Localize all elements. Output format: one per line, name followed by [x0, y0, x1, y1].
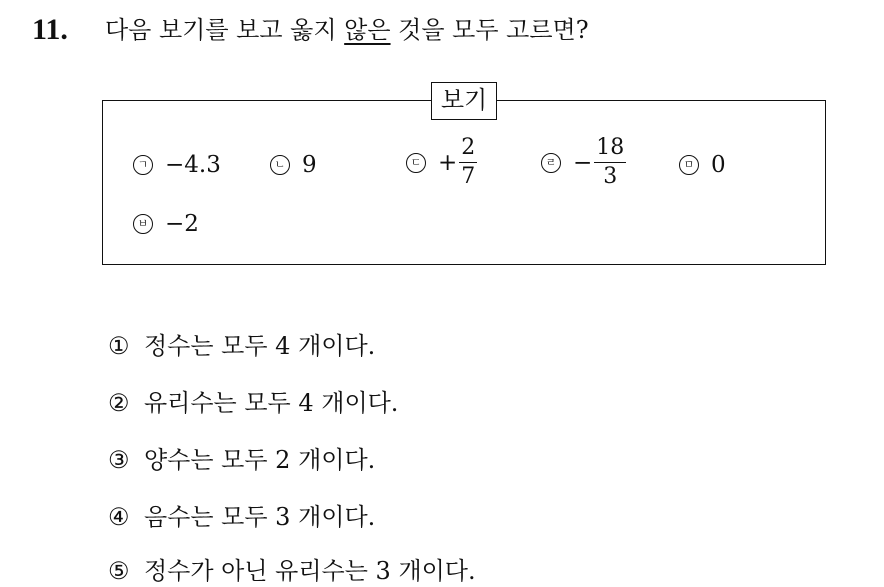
item-value-a: −4.3	[165, 152, 221, 178]
option-mark-2: ②	[108, 389, 130, 417]
item-mark-d: ㄹ	[541, 153, 561, 173]
option-text-5: 정수가 아닌 유리수는 3 개이다.	[144, 557, 476, 585]
option-mark-5: ⑤	[108, 557, 130, 585]
item-fraction-c	[459, 136, 477, 189]
item-numerator-d: 18	[594, 136, 626, 163]
answer-option-3[interactable]	[108, 444, 375, 476]
item-sign-d: −	[573, 149, 593, 176]
item-denominator-d: 3	[603, 164, 618, 189]
example-box-label: 보기	[431, 82, 497, 120]
item-value-f: −2	[165, 211, 199, 237]
item-numerator-c: 2	[459, 136, 477, 163]
question-text-before: 다음 보기를 보고 옳지	[105, 16, 345, 44]
item-fraction-d	[594, 136, 626, 189]
item-mark-b: ㄴ	[270, 155, 290, 175]
question-text-underlined: 않은	[344, 16, 391, 44]
item-sign-c: +	[438, 149, 458, 176]
item-mark-e: ㅁ	[679, 155, 699, 175]
option-text-3: 양수는 모두 2 개이다.	[144, 446, 376, 474]
item-value-e: 0	[711, 152, 726, 178]
question-text-after: 것을 모두 고르면?	[390, 16, 589, 44]
example-item-c	[406, 136, 477, 189]
question-text	[105, 14, 589, 46]
item-mark-c: ㄷ	[406, 153, 426, 173]
item-denominator-c: 7	[461, 164, 476, 189]
example-item-e	[679, 152, 726, 178]
item-mark-f: ㅂ	[133, 214, 153, 234]
answer-option-5[interactable]	[108, 555, 476, 587]
example-item-a	[133, 152, 221, 178]
answer-option-1[interactable]	[108, 330, 375, 362]
option-mark-1: ①	[108, 332, 130, 360]
item-mark-a: ㄱ	[133, 155, 153, 175]
option-mark-3: ③	[108, 446, 130, 474]
answer-option-4[interactable]	[108, 501, 375, 533]
example-item-f	[133, 211, 199, 237]
answer-option-2[interactable]	[108, 387, 398, 419]
example-item-b	[270, 152, 317, 178]
question-number: 11.	[32, 13, 68, 46]
option-text-4: 음수는 모두 3 개이다.	[144, 503, 376, 531]
option-mark-4: ④	[108, 503, 130, 531]
item-value-b: 9	[302, 152, 317, 178]
option-text-2: 유리수는 모두 4 개이다.	[144, 389, 399, 417]
option-text-1: 정수는 모두 4 개이다.	[144, 332, 376, 360]
example-item-d	[541, 136, 626, 189]
